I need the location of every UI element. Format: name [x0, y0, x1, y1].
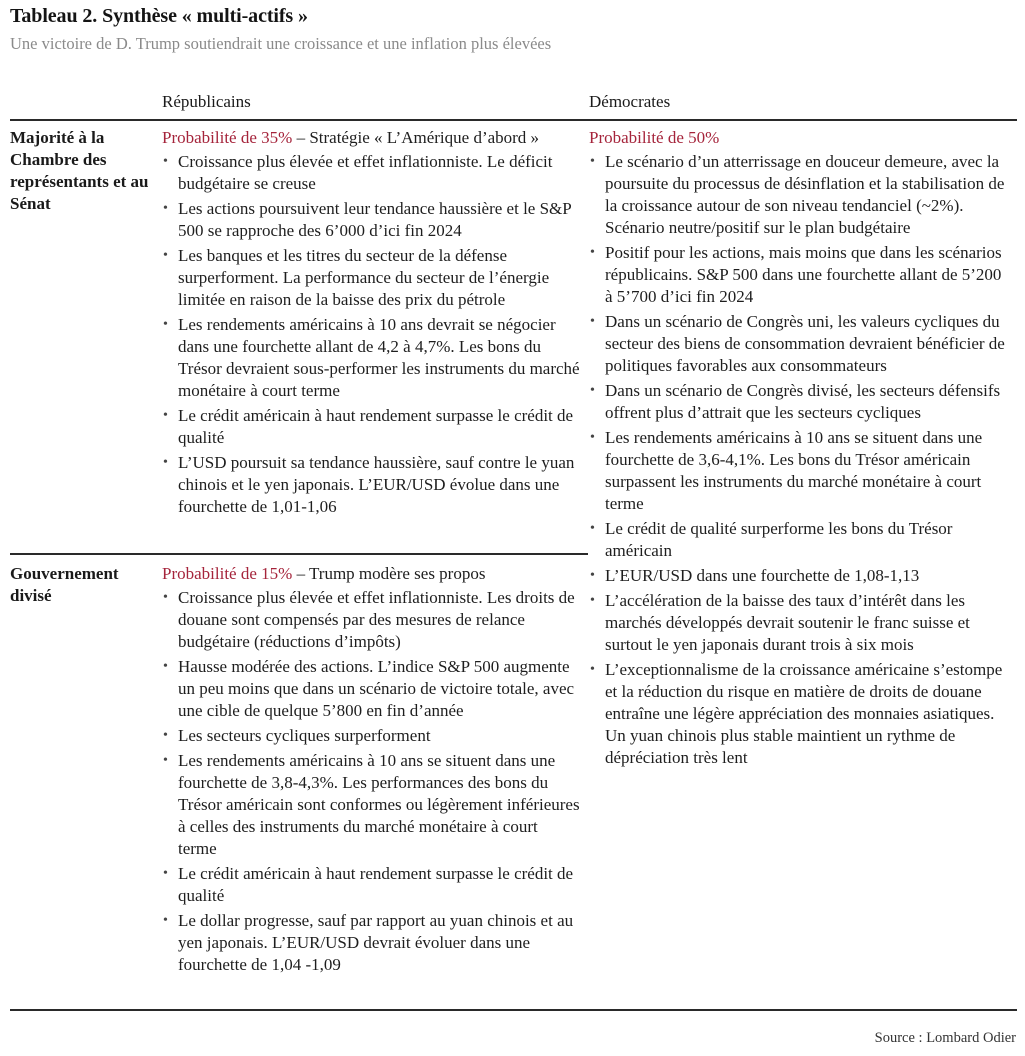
- row-separator-rule: [10, 553, 588, 555]
- list-item: • Les banques et les titres du secteur de la défense surperforment. La performance du secteur de l’énergie limitée en raison de la baisse des prix du pétrole: [163, 246, 550, 309]
- bullet-icon: •: [590, 568, 595, 583]
- bullet-icon: •: [590, 245, 595, 260]
- bullet-icon: •: [590, 154, 595, 169]
- list-item: • Le dollar progresse, sauf par rapport au yuan chinois et au yen japonais. L’EUR/USD devrait évoluer dans une fourchette de 1,04 -1,09: [163, 911, 574, 974]
- cell-republicans-majority: [162, 127, 580, 521]
- bullet-icon: •: [163, 753, 168, 768]
- list-item: • Les actions poursuivent leur tendance haussière et le S&P 500 se rapproche des 6’000 d’ici fin 2024: [163, 199, 572, 240]
- header-rule: [10, 119, 1017, 121]
- bullet-icon: •: [163, 408, 168, 423]
- probability-label: Probabilité de 15%: [162, 564, 293, 583]
- list-item: • Les rendements américains à 10 ans se situent dans une fourchette de 3,8-4,3%. Les performances des bons du Trésor américain sont conformes ou légèrement inférieures à celles des instruments du marché monétaire à court terme: [163, 751, 580, 858]
- table-subtitle: Une victoire de D. Trump soutiendrait une croissance et une inflation plus élevées: [10, 34, 552, 53]
- bullet-list: [589, 151, 1009, 769]
- list-item: • Positif pour les actions, mais moins que dans les scénarios républicains. S&P 500 dans une fourchette allant de 5’200 à 5’700 d’ici fin 2024: [590, 243, 1002, 306]
- list-item: • Le scénario d’un atterrissage en douceur demeure, avec la poursuite du processus de désinflation et la stabilisation de la croissance autour de son niveau tendanciel (~2%). Scénario neutre/positif sur le plan budgétaire: [590, 152, 1005, 237]
- column-header-republicans: Républicains: [162, 92, 251, 111]
- list-item: • Les rendements américains à 10 ans se situent dans une fourchette de 3,6-4,1%. Les bons du Trésor américain surpassent les instruments du marché monétaire à court terme: [590, 428, 983, 513]
- row-label-divided: Gouvernement divisé: [10, 564, 119, 605]
- list-item: • Le crédit américain à haut rendement surpasse le crédit de qualité: [163, 406, 574, 447]
- list-item: • Croissance plus élevée et effet inflationniste. Les droits de douane sont compensés par des mesures de relance budgétaire (réductions d’impôts): [163, 588, 575, 651]
- bullet-icon: •: [163, 590, 168, 605]
- scenario-note: – Stratégie « L’Amérique d’abord »: [292, 128, 540, 147]
- list-item: • L’USD poursuit sa tendance haussière, sauf contre le yuan chinois et le yen japonais. L’EUR/USD évolue dans une fourchette de 1,01-1,06: [163, 453, 575, 516]
- list-item: • Hausse modérée des actions. L’indice S&P 500 augmente un peu moins que dans un scénario de victoire totale, avec une cible de quelque 5’800 en fin d’année: [163, 657, 575, 720]
- list-item: • Dans un scénario de Congrès uni, les valeurs cycliques du secteur des biens de consommation devraient bénéficier de politiques favorables aux consommateurs: [590, 312, 1005, 375]
- list-item: • Le crédit de qualité surperforme les bons du Trésor américain: [590, 519, 953, 560]
- column-header-democrats: Démocrates: [589, 92, 671, 111]
- bullet-icon: •: [163, 154, 168, 169]
- bullet-icon: •: [163, 317, 168, 332]
- probability-line: [162, 127, 580, 149]
- list-item: • L’EUR/USD dans une fourchette de 1,08-1,13: [590, 566, 920, 585]
- bullet-icon: •: [163, 659, 168, 674]
- list-item: • L’accélération de la baisse des taux d’intérêt dans les marchés développés devrait soutenir le franc suisse et surtout le yen japonais durant trois à six mois: [590, 591, 970, 654]
- probability-line: [162, 563, 580, 585]
- bullet-icon: •: [163, 866, 168, 881]
- probability-label: Probabilité de 50%: [589, 128, 720, 147]
- bullet-icon: •: [163, 913, 168, 928]
- list-item: • L’exceptionnalisme de la croissance américaine s’estompe et la réduction du risque en matière de droits de douane entraîne une légère appréciation des monnaies asiatiques. Un yuan chinois plus stable maintient un rythme de dépréciation très lent: [590, 660, 1003, 767]
- table-title: Tableau 2. Synthèse « multi-actifs »: [10, 5, 308, 27]
- bullet-icon: •: [590, 662, 595, 677]
- probability-line: [589, 127, 1009, 149]
- bullet-icon: •: [163, 201, 168, 216]
- bullet-icon: •: [590, 314, 595, 329]
- bullet-icon: •: [163, 455, 168, 470]
- list-item: • Les rendements américains à 10 ans devrait se négocier dans une fourchette allant de 4,2 à 4,7%. Les bons du Trésor devraient sous-performer les instruments du marché monétaire à court terme: [163, 315, 580, 400]
- list-item: • Croissance plus élevée et effet inflationniste. Le déficit budgétaire se creuse: [163, 152, 553, 193]
- bottom-rule: [10, 1009, 1017, 1011]
- source-note: Source : Lombard Odier: [874, 1030, 1016, 1046]
- cell-republicans-divided: [162, 563, 580, 979]
- list-item: • Dans un scénario de Congrès divisé, les secteurs défensifs offrent plus d’attrait que les secteurs cycliques: [590, 381, 1001, 422]
- list-item: • Les secteurs cycliques surperforment: [163, 726, 431, 745]
- bullet-icon: •: [590, 430, 595, 445]
- cell-democrats: [589, 127, 1009, 772]
- bullet-icon: •: [163, 728, 168, 743]
- bullet-icon: •: [590, 383, 595, 398]
- row-label-majority: Majorité à la Chambre des représentants et au Sénat: [10, 128, 149, 213]
- probability-label: Probabilité de 35%: [162, 128, 293, 147]
- bullet-list: [162, 151, 580, 518]
- scenario-note: – Trump modère ses propos: [292, 564, 486, 583]
- bullet-icon: •: [163, 248, 168, 263]
- bullet-icon: •: [590, 593, 595, 608]
- list-item: • Le crédit américain à haut rendement surpasse le crédit de qualité: [163, 864, 574, 905]
- bullet-list: [162, 587, 580, 976]
- bullet-icon: •: [590, 521, 595, 536]
